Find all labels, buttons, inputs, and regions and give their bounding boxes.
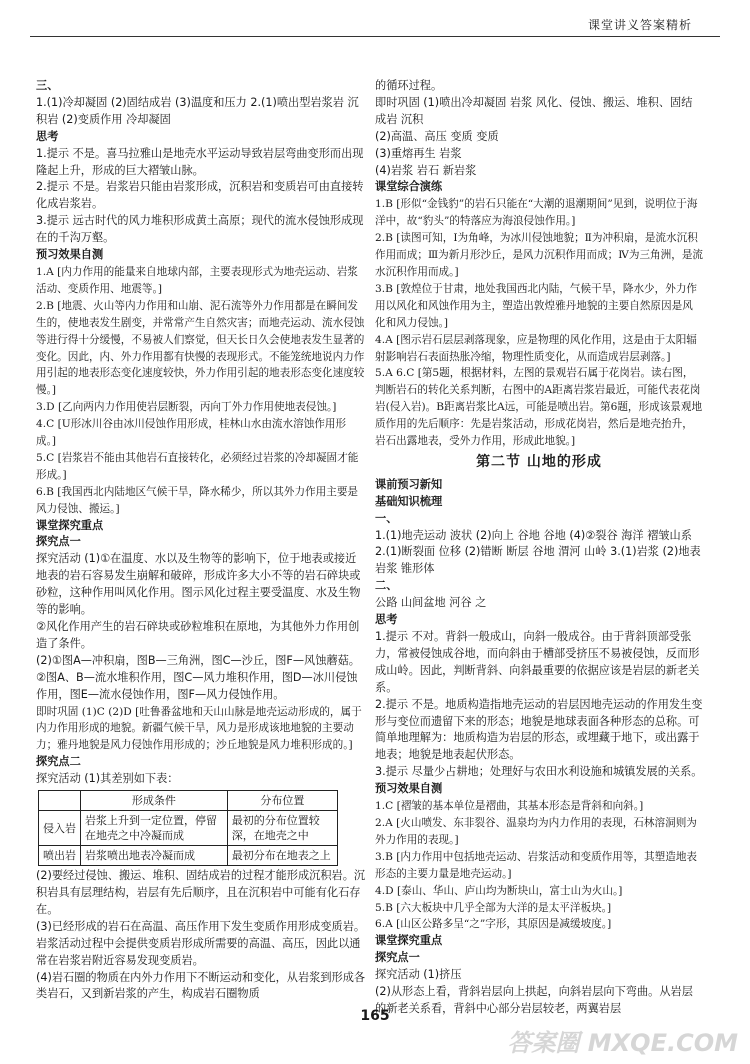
answer-para: 4.D [泰山、华山、庐山均为断块山，富士山为火山。] [375, 884, 623, 897]
sub-heading: 二、 [375, 579, 398, 593]
activity-para: ②风化作用产生的岩石碎块或砂粒堆积在原地，为其他外力作用创造了条件。 [36, 620, 360, 650]
answer-para: 2.A [火山喷发、东非裂谷、温泉均为内力作用的表现，石林溶洞则为外力作用的表现。] [375, 816, 697, 846]
hint-para: 1.提示 不是。喜马拉雅山是地壳水平运动导致岩层弯曲变形而出现隆起上升，形成的巨大褶皱山脉。 [36, 146, 364, 177]
activity-para: 探究活动 (1)挤压 [375, 968, 462, 982]
table-row [39, 811, 338, 846]
answer-line: 1.(1)地壳运动 波状 (2)向上 谷地 谷地 (4)②裂谷 海洋 褶皱山系 2.(1)断裂面 位移 (2)错断 断层 谷地 渭河 山岭 3.(1)岩浆 (2)地表 岩浆 锥形体 [375, 528, 701, 576]
table-cell: 喷出岩 [39, 846, 81, 866]
answer-para: 5.A 6.C [第5题，根据材料，左图的景观岩石属于花岗岩。读右图，判断岩石的转化关系判断，右图中的A距离岩浆岩最近，可能代表花岗岩(侵入岩)。B距离岩浆比A远，可能是喷出岩。第6题，形成该景观地质作用的先后顺序：先是岩浆活动，形成花岗岩，然后是地壳抬升，岩石出露地表，受外力作用，形成此地貌。] [375, 367, 703, 448]
table-cell: 侵入岩 [39, 811, 81, 846]
activity-para: ②图A、B—流水堆积作用，图C—风力堆积作用，图D—冰川侵蚀作用，图E—流水侵蚀作用，图F—风力侵蚀作用。 [36, 670, 358, 701]
basics-heading: 基础知识梳理 [375, 494, 443, 508]
right-column [375, 78, 703, 1018]
answer-line: 1.(1)冷却凝固 (2)固结成岩 (3)温度和压力 2.(1)喷出型岩浆岩 沉积岩 (2)变质作用 冷却凝固 [36, 95, 359, 126]
hint-para: 3.提示 尽量少占耕地；处理好与农田水利设施和城镇发展的关系。 [375, 765, 703, 779]
answer-para: 2.B [地震、火山等内力作用和山崩、泥石流等外力作用都是在瞬间发生的，使地表发生剧变，并常常产生自然灾害；而地壳运动、流水侵蚀等进行得十分缓慢，不易被人们察觉，但天长日久会使地表发生显著的变化。因此，内、外力作用都有快慢的表现形式。不能笼统地说内力作用引起的地表形态变化速度较快，外力作用引起的地表形态变化速度较慢。] [36, 299, 365, 397]
answer-para: 3.B [敦煌位于甘肃，地处我国西北内陆，气候干旱，降水少，外力作用以风化和风蚀作用为主，塑造出敦煌雅丹地貌的主要自然原因是风化和风力侵蚀。] [375, 282, 698, 329]
table-cell: 岩浆上升到一定位置，停留在地壳之中冷凝而成 [81, 811, 228, 846]
answer-para: 1.A [内力作用的能量来自地球内部，主要表现形式为地壳运动、岩浆活动、变质作用、地震等。] [36, 265, 358, 295]
answer-para: 5.B [六大板块中几乎全部为大洋的是太平洋板块。] [375, 901, 612, 914]
table-header-cell: 分布位置 [227, 791, 337, 811]
consolidation-para: 即时巩固 (1)C (2)D [吐鲁番盆地和天山山脉是地壳运动形成的，属于内力作用形成的地貌。新疆气候干旱，风力是形成该地地貌的主要动力；雅丹地貌是风力侵蚀作用形成的；沙丘地貌是风力堆积形成的。] [36, 705, 362, 752]
table-cell: 岩浆喷出地表冷凝而成 [81, 846, 228, 866]
think-heading: 思考 [36, 129, 59, 143]
consolidation-para: (3)重熔再生 岩浆 [375, 146, 462, 160]
continued-para: 的循环过程。 [375, 79, 443, 92]
table-cell: 最初的分布位置较深，在地壳之中 [227, 811, 337, 846]
preview-heading: 课前预习新知 [375, 477, 443, 491]
watermark: 答案圈 MXQE.COM [507, 1029, 738, 1057]
answer-para: 1.C [褶皱的基本单位是褶曲，其基本形态是背斜和向斜。] [375, 800, 644, 813]
header-rule [30, 36, 720, 37]
think-heading: 思考 [375, 613, 398, 627]
page-number: 165 [360, 1008, 390, 1024]
running-header [0, 12, 750, 34]
left-column [36, 78, 366, 1003]
inquiry-heading: 课堂探究重点 [36, 518, 104, 532]
sub-heading: 一、 [375, 511, 398, 525]
table-row [39, 846, 338, 866]
consolidation-para: 即时巩固 (1)喷出冷却凝固 岩浆 风化、侵蚀、搬运、堆积、固结成岩 沉积 [375, 95, 693, 126]
hint-para: 1.提示 不对。背斜一般成山，向斜一般成谷。由于背斜顶部受张力，常被侵蚀成谷地，而向斜由于槽部受挤压不易被侵蚀，反而形成山岭。因此，判断背斜、向斜最重要的依据应该是岩层的新老关系。 [375, 630, 700, 694]
answer-para: 3.D [乙向两内力作用使岩层断裂，丙向丁外力作用使地表侵蚀。] [36, 401, 337, 414]
inquiry-point-heading: 探究点二 [36, 755, 81, 769]
answer-para: 3.B [内力作用中包括地壳运动、岩浆活动和变质作用等，其塑造地表形态的主要力量是地壳运动。] [375, 850, 698, 880]
table-header-row [39, 791, 338, 811]
answer-para: 4.A [图示岩石层层剥落现象，应是物理的风化作用，这是由于太阳辐射影响岩石表面热胀冷缩，物理性质变化，从而造成岩层剥落。] [375, 333, 697, 363]
hint-para: 2.提示 不是。地质构造指地壳运动的岩层因地壳运动的作用发生变形与变位而遗留下来的形态；地貌是地球表面各种形态的总称。可简单地理解为：地质构造为岩层的形态，或埋藏于地下，或出露于地表；地貌是地表起伏形态。 [375, 697, 703, 762]
table-cell: 最初分布在地表之上 [227, 846, 337, 866]
consolidation-para: (4)岩浆 岩石 新岩浆 [375, 163, 477, 177]
practice-heading: 课堂综合演练 [375, 180, 443, 194]
section-title: 第二节 山地的形成 [476, 453, 602, 470]
header-title: 课堂讲义答案精析 [587, 18, 692, 32]
answer-para: 6.A [山区公路多呈“之”字形，其原因是减缓坡度。] [375, 918, 612, 931]
consolidation-para: (2)高温、高压 变质 变质 [375, 129, 499, 143]
activity-para: (2)从形态上看，背斜岩层向上拱起，向斜岩层向下弯曲。从岩层的新老关系看，背斜中心部分岩层较老，两翼岩层 [375, 985, 693, 1015]
self-test-heading: 预习效果自测 [36, 248, 104, 262]
table-header-cell [39, 791, 81, 811]
activity-para: 探究活动 (1)其差别如下表： [36, 772, 179, 786]
activity-para: (2)①图A—冲积扇，图B—三角洲，图C—沙丘，图F—风蚀蘑菇。 [36, 653, 360, 667]
activity-para: (4)岩石圈的物质在内外力作用下不断运动和变化，从岩浆到形成各类岩石，又到新岩浆的产生，构成岩石圈物质 [36, 970, 366, 1001]
inquiry-heading: 课堂探究重点 [375, 934, 443, 948]
hint-para: 2.提示 不是。岩浆岩只能由岩浆形成，沉积岩和变质岩可由直接转化成岩浆岩。 [36, 180, 364, 211]
answer-para: 1.B [形似“金钱豹”的岩石只能在“大潮的退潮期间”见到，说明位于海洋中，故“豹头”的特落应为海浪侵蚀作用。] [375, 198, 698, 228]
activity-para: (2)要经过侵蚀、搬运、堆积、固结成岩的过程才能形成沉积岩。沉积岩具有层理结构，岩层有先后顺序，且在沉积岩中可能有化石存在。 [36, 869, 366, 916]
answer-line: 公路 山间盆地 河谷 之 [375, 596, 487, 610]
answer-para: 5.C [岩浆岩不能由其他岩石直接转化，必须经过岩浆的冷却凝固才能形成。] [36, 451, 359, 481]
hint-para: 3.提示 远古时代的风力堆积形成黄土高原；现代的流水侵蚀形成现在的千沟万壑。 [36, 214, 364, 245]
activity-para: (3)已经形成的岩石在高温、高压作用下发生变质作用形成变质岩。岩浆活动过程中会提供变质岩形成所需要的高温、高压，因此以通常在岩浆岩附近容易发现变质岩。 [36, 919, 366, 967]
answer-para: 2.B [读图可知，Ⅰ为角峰，为冰川侵蚀地貌；Ⅱ为冲积扇，是流水沉积作用而成；Ⅲ为新月形沙丘，是风力沉积作用而成；Ⅳ为三角洲，是流水沉积作用而成。] [375, 232, 704, 278]
rock-comparison-table [38, 790, 338, 866]
inquiry-point-heading: 探究点一 [375, 951, 420, 965]
inquiry-point-heading: 探究点一 [36, 535, 81, 549]
table-header-cell: 形成条件 [81, 791, 228, 811]
section-heading: 三、 [36, 79, 59, 92]
answer-para: 6.B [我国西北内陆地区气候干旱，降水稀少，所以其外力作用主要是风力侵蚀、搬运。] [36, 485, 359, 515]
activity-para: 探究活动 (1)①在温度、水以及生物等的影响下，位于地表或接近地表的岩石容易发生崩解和破碎，形成许多大小不等的岩石碎块或砂粒，这种作用叫风化作用。图示风化过程主要受温度、水及生物等的影响。 [36, 552, 361, 617]
answer-para: 4.C [U形冰川谷由冰川侵蚀作用形成，桂林山水由流水溶蚀作用形成。] [36, 418, 347, 448]
self-test-heading: 预习效果自测 [375, 782, 443, 796]
